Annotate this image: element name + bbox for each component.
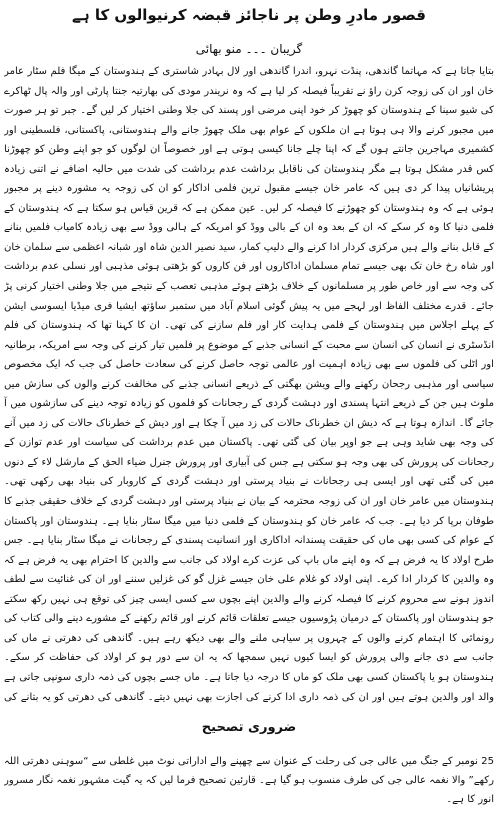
article-title: قصور مادرِ وطن پر ناجائز قبضہ کرنیوالوں کا ہے (72, 6, 426, 24)
article-body: بتایا جاتا ہے کہ مہاتما گاندھی، پنڈت نہرو، اندرا گاندھی اور لال بہادر شاستری کے ہندوستان کے میگا فلم سٹار عامر خان اور ان کی زوجہ کرن راؤ نے تقریباً فیصلہ کر لیا ہے کہ وہ نریندر مودی کی بھارتیہ جنتا پارٹی اور والہ پال ٹھاکرے کی شیو سینا کے ہندوستان کو چھوڑ کر خود اپنی مرضی اور پسند کی جلا وطنی اختیار کر لیں گے۔ جبر تو ہر صورت میں مجبور کرنے والا ہی ہوتا ہے ان ملکوں کے عوام بھی ملک چھوڑ جانے والے ہندوستانی، پاکستانی، فلسطینی اور کشمیری مہاجرین جانتے ہوں گے کہ اپنا چلے جانا کیسی ہوتی ہے اور خصوصاً ان لوگوں کو جو اپنے وطن کو چھوڑنا کس قدر مشکل ہوتا ہے مگر ہندوستان کی ناقابل برداشت عدم برداشت کی شدت میں حالیہ اضافے نے اتنی زیادہ پریشانیاں پیدا کر دی ہیں کہ عامر خان جیسے مقبول ترین فلمی اداکار کو ان کی زوجہ یہ مشورہ دینے پر مجبور ہوئی ہے کہ وہ ہندوستان کو چھوڑنے کا فیصلہ کر لیں۔ عین ممکن ہے کہ قرین قیاس ہو سکتا ہے کہ ہندوستان کے فلمی دنیا کا وہ کر سکے کہ ان کے بعد وہ ان کے بالی ووڈ کو امریکہ کے ہالی ووڈ سے بھی زیادہ کامیاب فلمیں بنانے کے قابل بنانے والے ہیں مرکزی کردار ادا کرنے والے دلیپ کمار، سید نصیر الدین شاہ اور شبانہ اعظمی سے سلمان خان اور شاہ رخ خان تک بھی جیسے تمام مسلمان اداکاروں اور فن کاروں کو بڑھتی ہوئی مذہبی اور نسلی عدم برداشت کی وجہ سے اور خاص طور پر مسلمانوں کے خلاف بڑھتے ہوئے مذہبی تعصب کے نتیجے میں جلا وطنی اختیار کرنی پڑ جائے۔ قدرے مختلف الفاظ اور لہجے میں یہ پیش گوئی اسلام آباد میں ستمبر ساؤتھ ایشیا فری میڈیا ایسوسی ایشن کے پہلے اجلاس میں ہندوستان کے فلمی ہدایت کار اور فلم سازنے کی تھی۔ ان کا کہنا تھا کہ ہندوستان کی فلم انڈسٹری نے انسان کی انسان سے محبت کے انسانی جذبے کے موضوع پر فلمیں تیار کرنے کی وجہ سے امریکہ، برطانیہ اور اٹلی کی فلموں سے بھی زیادہ اہمیت اور عالمی توجہ حاصل کرنے کی سعادت حاصل کی جب کہ ایک مخصوص سیاسی اور مذہبی رجحان رکھنے والے ویشن بھگتی کے ذریعے انسانی جذبے کی مخالفت کرنے والوں کی سازش میں ملوث ہیں جن کے ذریعے انتہا پسندی اور دہشت گردی کے رجحانات کو فلموں کو زیادہ توجہ دینے کی سازشوں میں آ جائے گا۔ اندازہ ہوتا ہے کہ دیش ان خطرناک حالات کی زد میں آ چکا ہے اور دیش کے خطرناک حالات کی زد میں آنے کی وجہ بھی شاید وہی ہے جو اوپر بیان کی گئی تھی۔ پاکستان میں عدم برداشت کی سیاست اور عدم توازن کے رجحانات کی پرورش کی بھی وجہ ہو سکتی ہے جس کی آبیاری اور پرورش جنرل ضیاء الحق کے مارشل لاء کے دنوں میں کی گئی تھی اور ایسی ہی رجحانات نے بنیاد پرستی اور دہشت گردی کے کاروبار کی بنیاد بھی رکھی تھی۔ ہندوستان میں عامر خان اور ان کی زوجہ محترمہ کے بیان نے بنیاد پرستی اور دہشت گردی کے خلاف حقیقی جذبے کا طوفان برپا کر دیا ہے۔ جب کہ عامر خان کو ہندوستان کے فلمی دنیا میں میگا سٹار بنایا ہے۔ ہندوستان اور پاکستان کے عوام کی کسی بھی ماں کی حقیقت پسندانہ اداکاری اور انسانیت پسندی کے رجحانات نے میگا سٹار بنایا ہے۔ جس طرح اولاد کا یہ فرض ہے کہ وہ اپنے ماں باپ کی عزت کرے اولاد کی جانب سے والدین کا احترام بھی یہ فرض ہے کہ وہ والدین کا کردار ادا کرے۔ اپنی اولاد کو غلام علی خان جیسے غزل گو کی غزلیں سننے اور ان کی غنائیت سے لطف اندوز ہونے سے محروم کرنے کا فیصلہ کرنے والے والدین اپنے بچوں سے کسی ایسی چیز کی توقع ہی نہیں رکھ سکتے جو ہندوستان اور پاکستان کے درمیان پڑوسیوں جیسے تعلقات قائم کرنے اور قائم رکھنے کے مشورے دینے والی کتاب کی رونمائی کا اہتمام کرنے والوں کے چہروں پر سیاہی ملنے والے بھی دیکھ رہے ہیں۔ گاندھی کی دھرتی نے ماں کی جانب سے دی جانے والی پرورش کو ایسا کیوں نہیں سمجھا کہ یہ ان سے دور ہو کر اولاد کی حفاظت کر سکے۔ ہندوستان ہو یا پاکستان کسی بھی ملک کو ماں کا درجہ دیا جاتا ہے۔ ماں جسے بچوں کی ذمہ داری سونپی جاتی ہے والد اور والدین ہوتے ہیں اور ان کی ذمہ داری ادا کرنے کی اجازت بھی نہیں دیتے۔ گاندھی کی دھرتی کو یہ بتانے کی (4, 66, 494, 703)
correction-heading: ضروری تصحیح (201, 720, 297, 735)
article-byline: گریبان ۔۔۔ منو بھائی (195, 42, 303, 56)
correction-text: 25 نومبر کے جنگ میں عالی جی کی رحلت کے عنوان سے چھپنے والے اداراتی نوٹ میں غلطی سے “سوہنی دھرتی اللہ رکھے” والا نغمہ عالی جی کی طرف منسوب ہو گیا ہے۔ قارئین تصحیح فرما لیں کہ یہ گیت مشہور نغمہ نگار مسرور انور کا ہے۔ (4, 756, 494, 805)
